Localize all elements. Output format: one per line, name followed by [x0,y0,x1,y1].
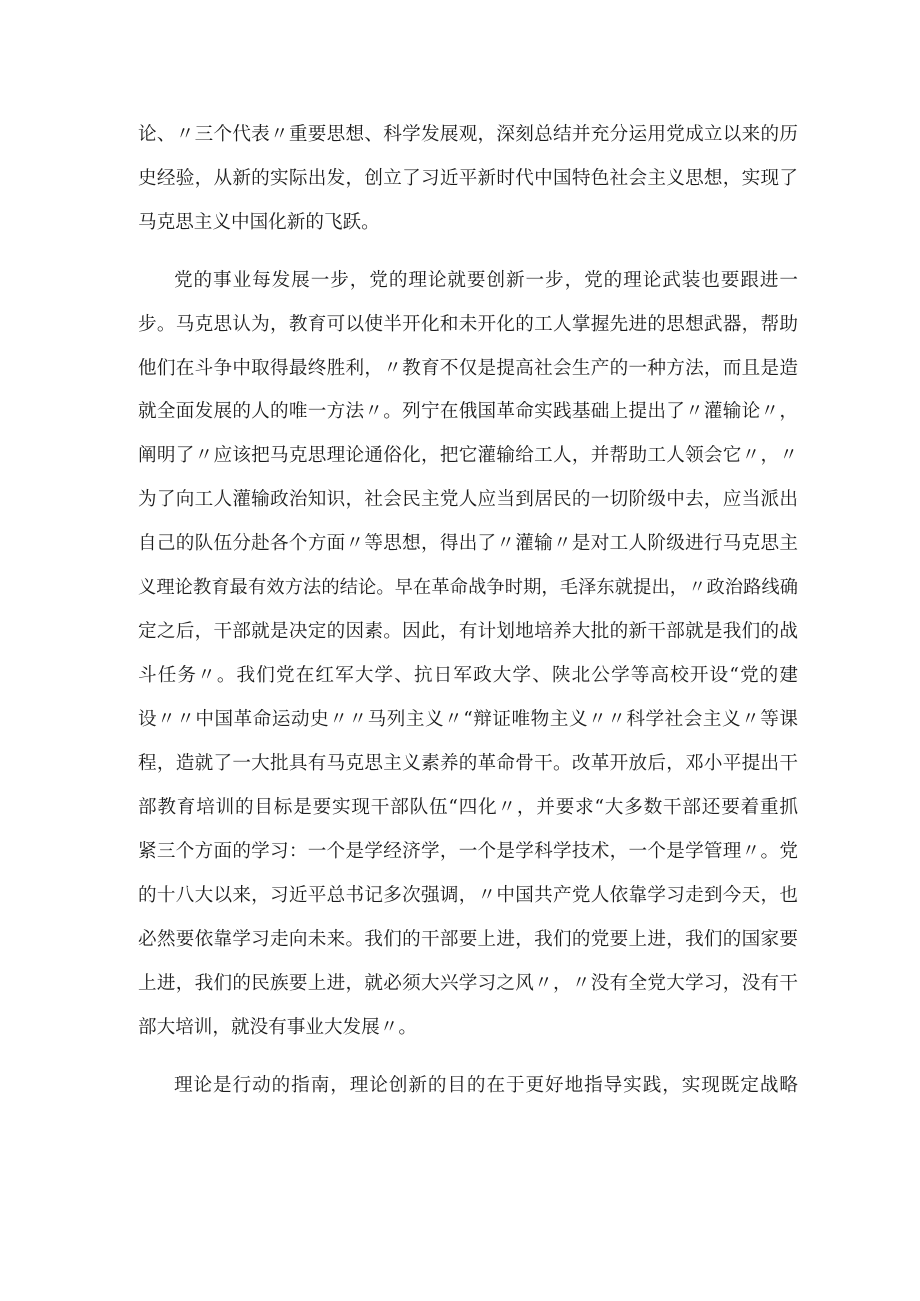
paragraph-2-line-18: 部大培训，就没有事业大发展〃。 [138,1017,417,1038]
paragraph-2-line-13: 部教育培训的目标是要实现干部队伍“四化〃，并要求“大多数干部还要着重抓 [138,797,798,818]
paragraph-2-line-9: 定之后，干部就是决定的因素。因此，有计划地培养大批的新干部就是我们的战 [138,621,798,642]
paragraph-1-line-3: 马克思主义中国化新的飞跃。 [138,212,380,233]
paragraph-1-line-1: 论、〃三个代表〃重要思想、科学发展观，深刻总结并充分运用党成立以来的历 [138,124,798,145]
paragraph-2-line-11: 设〃〃中国革命运动史〃〃马列主义〃“辩证唯物主义〃〃科学社会主义〃等课 [138,709,798,730]
paragraph-2-line-10: 斗任务〃。我们党在红军大学、抗日军政大学、陕北公学等高校开设“党的建 [138,665,798,686]
paragraph-2-line-16: 必然要依靠学习走向未来。我们的干部要上进，我们的党要上进，我们的国家要 [138,929,798,950]
paragraph-2-line-1: 党的事业每发展一步，党的理论就要创新一步，党的理论武装也要跟进一 [174,270,798,291]
paragraph-2-line-4: 就全面发展的人的唯一方法〃。列宁在俄国革命实践基础上提出了〃灌输论〃， [138,401,798,422]
paragraph-2-line-17: 上进，我们的民族要上进，就必须大兴学习之风〃，〃没有全党大学习，没有干 [138,973,798,994]
paragraph-2-line-15: 的十八大以来，习近平总书记多次强调，〃中国共产党人依靠学习走到今天，也 [138,885,798,906]
paragraph-2-line-12: 程，造就了一大批具有马克思主义素养的革命骨干。改革开放后，邓小平提出干 [138,753,798,774]
paragraph-2-line-7: 自己的队伍分赴各个方面〃等思想，得出了〃灌输〃是对工人阶级进行马克思主 [138,533,798,554]
paragraph-1-line-2: 史经验，从新的实际出发，创立了习近平新时代中国特色社会主义思想，实现了 [138,168,798,189]
paragraph-2-line-3: 他们在斗争中取得最终胜利，〃教育不仅是提高社会生产的一种方法，而且是造 [138,358,798,379]
paragraph-2-line-6: 为了向工人灌输政治知识，社会民主党人应当到居民的一切阶级中去，应当派出 [138,489,798,510]
paragraph-2-line-2: 步。马克思认为，教育可以使半开化和未开化的工人掌握先进的思想武器，帮助 [138,314,798,335]
paragraph-2-line-14: 紧三个方面的学习：一个是学经济学，一个是学科学技术，一个是学管理〃。党 [138,841,798,862]
paragraph-3-line-1: 理论是行动的指南，理论创新的目的在于更好地指导实践，实现既定战略 [174,1075,798,1096]
paragraph-2-line-5: 阐明了〃应该把马克思理论通俗化，把它灌输给工人，并帮助工人领会它〃，〃 [138,445,798,466]
paragraph-2-line-8: 义理论教育最有效方法的结论。早在革命战争时期，毛泽东就提出，〃政治路线确 [138,577,798,598]
